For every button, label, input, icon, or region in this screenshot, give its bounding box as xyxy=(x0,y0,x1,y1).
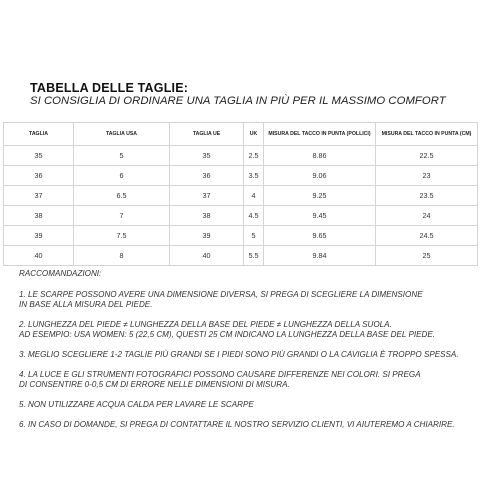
table-cell: 35 xyxy=(170,146,244,166)
table-cell: 22.5 xyxy=(376,146,478,166)
table-cell: 25 xyxy=(376,246,478,266)
size-chart-subtitle: SI CONSIGLIA DI ORDINARE UNA TAGLIA IN PIÙ PER IL MASSIMO COMFORT xyxy=(30,95,446,107)
table-cell: 2.5 xyxy=(244,146,264,166)
table-header-row xyxy=(4,123,478,146)
table-cell: 7.5 xyxy=(74,226,170,246)
table-cell: 9.45 xyxy=(264,206,376,226)
recommendation-4-line-1: 4. LA LUCE E GLI STRUMENTI FOTOGRAFICI POSSONO CAUSARE DIFFERENZE NEI COLORI. SI PREGA xyxy=(19,370,421,379)
table-row xyxy=(4,146,478,166)
table-cell: 9.65 xyxy=(264,226,376,246)
column-header-uk: UK xyxy=(244,123,264,146)
column-header-taglia-usa: TAGLIA USA xyxy=(74,123,170,146)
recommendation-6: 6. IN CASO DI DOMANDE, SI PREGA DI CONTATTARE IL NOSTRO SERVIZIO CLIENTI, VI AIUTEREMO A CHIARIRE. xyxy=(19,420,455,429)
table-cell: 4.5 xyxy=(244,206,264,226)
table-cell: 24 xyxy=(376,206,478,226)
recommendation-2-line-2: AD ESEMPIO: USA WOMEN: 5 (22,5 CM), QUESTI 25 CM INDICANO LA LUNGHEZZA DELLA BASE DEL PIEDE. xyxy=(19,330,436,339)
table-row xyxy=(4,166,478,186)
table-cell: 5 xyxy=(74,146,170,166)
table-cell: 36 xyxy=(4,166,74,186)
table-row xyxy=(4,206,478,226)
table-cell: 24.5 xyxy=(376,226,478,246)
table-cell: 40 xyxy=(4,246,74,266)
table-cell: 39 xyxy=(4,226,74,246)
recommendations-block xyxy=(19,269,475,430)
recommendation-3: 3. MEGLIO SCEGLIERE 1-2 TAGLIE PIÙ GRANDI SE I PIEDI SONO PIÙ GRANDI O LA CAVIGLIA È TROPPO SPESSA. xyxy=(19,350,459,359)
table-cell: 38 xyxy=(4,206,74,226)
table-cell: 37 xyxy=(170,186,244,206)
column-header-taglia: TAGLIA xyxy=(4,123,74,146)
table-cell: 9.84 xyxy=(264,246,376,266)
table-cell: 4 xyxy=(244,186,264,206)
size-table xyxy=(3,122,478,266)
table-cell: 3.5 xyxy=(244,166,264,186)
table-cell: 40 xyxy=(170,246,244,266)
table-cell: 37 xyxy=(4,186,74,206)
size-chart-title: TABELLA DELLE TAGLIE: xyxy=(30,81,189,95)
table-cell: 23.5 xyxy=(376,186,478,206)
table-cell: 8 xyxy=(74,246,170,266)
table-cell: 9.25 xyxy=(264,186,376,206)
table-cell: 6.5 xyxy=(74,186,170,206)
table-cell: 9.06 xyxy=(264,166,376,186)
recommendation-5: 5. NON UTILIZZARE ACQUA CALDA PER LAVARE LE SCARPE xyxy=(19,400,254,409)
table-cell: 35 xyxy=(4,146,74,166)
table-cell: 7 xyxy=(74,206,170,226)
recommendation-1-line-2: IN BASE ALLA MISURA DEL PIEDE. xyxy=(19,300,153,309)
table-cell: 6 xyxy=(74,166,170,186)
column-header-tacco-cm: MISURA DEL TACCO IN PUNTA (CM) xyxy=(376,123,478,146)
table-row xyxy=(4,226,478,246)
table-cell: 5 xyxy=(244,226,264,246)
table-row xyxy=(4,246,478,266)
recommendation-2-line-1: 2. LUNGHEZZA DEL PIEDE ≠ LUNGHEZZA DELLA BASE DEL PIEDE ≠ LUNGHEZZA DELLA SUOLA. xyxy=(19,320,392,329)
table-cell: 36 xyxy=(170,166,244,186)
table-row xyxy=(4,186,478,206)
table-cell: 8.86 xyxy=(264,146,376,166)
table-cell: 39 xyxy=(170,226,244,246)
recommendation-4-line-2: DI CONSENTIRE 0-0,5 CM DI ERRORE NELLE DIMENSIONI DI MISURA. xyxy=(19,380,290,389)
column-header-tacco-pollici: MISURA DEL TACCO IN PUNTA (POLLICI) xyxy=(264,123,376,146)
column-header-taglia-ue: TAGLIA UE xyxy=(170,123,244,146)
table-cell: 5.5 xyxy=(244,246,264,266)
recommendations-heading: RACCOMANDAZIONI: xyxy=(19,269,102,278)
recommendation-1-line-1: 1. LE SCARPE POSSONO AVERE UNA DIMENSIONE DIVERSA, SI PREGA DI SCEGLIERE LA DIMENSIONE xyxy=(19,290,423,299)
table-cell: 38 xyxy=(170,206,244,226)
table-cell: 23 xyxy=(376,166,478,186)
